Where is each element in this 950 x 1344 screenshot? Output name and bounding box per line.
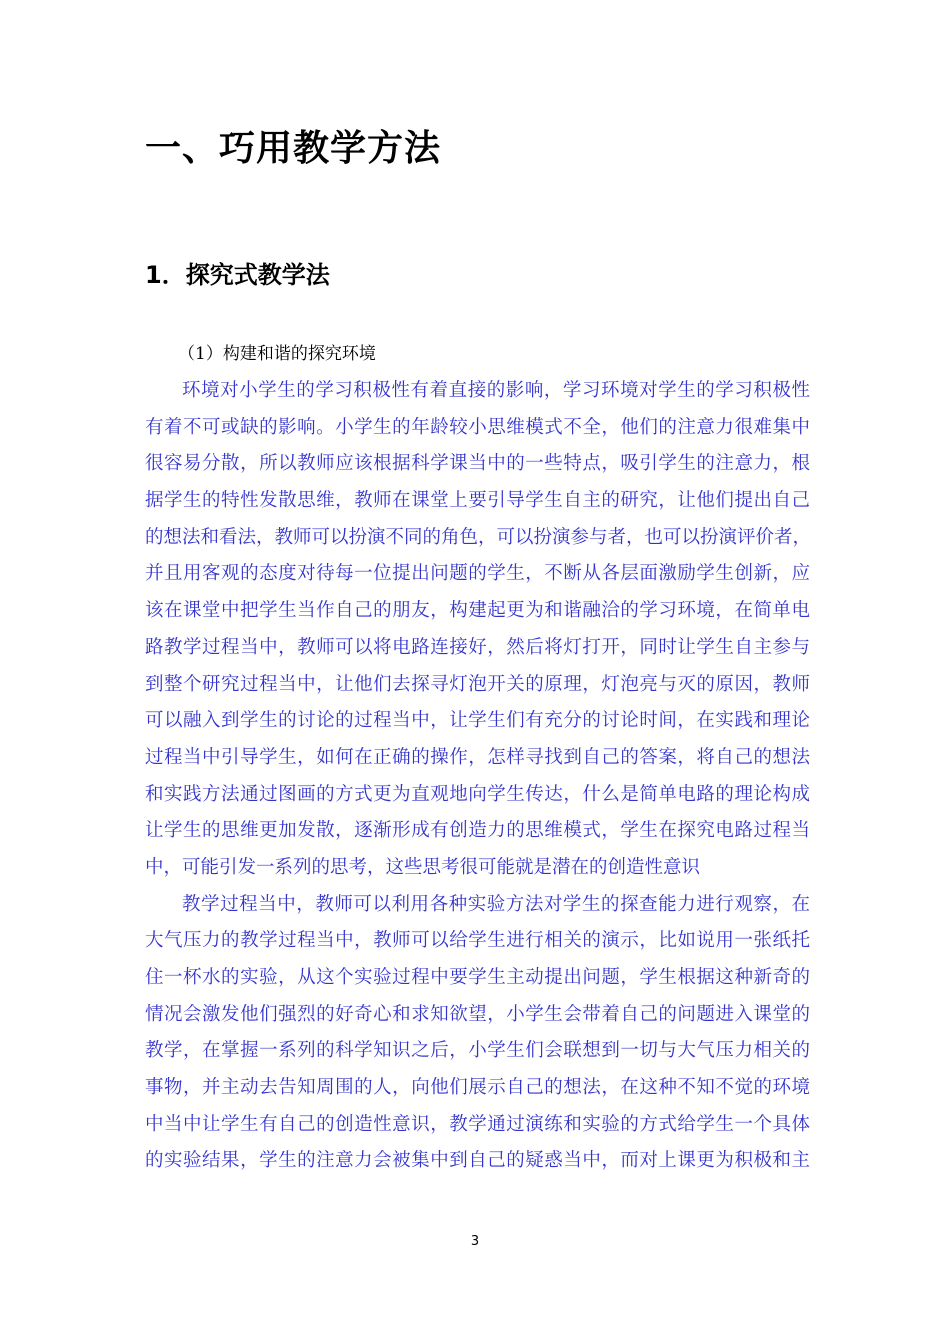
paragraph-line: 该在课堂中把学生当作自己的朋友，构建起更为和谐融洽的学习环境，在简单电 bbox=[145, 600, 810, 622]
paragraph-2 bbox=[145, 887, 810, 1181]
paragraph-line: 教学，在掌握一系列的科学知识之后，小学生们会联想到一切与大气压力相关的 bbox=[145, 1040, 810, 1062]
subsubsection-heading: （1）构建和谐的探究环境 bbox=[178, 344, 376, 364]
paragraph-line: 可以融入到学生的讨论的过程当中，让学生们有充分的讨论时间，在实践和理论 bbox=[145, 710, 810, 732]
body-text bbox=[145, 373, 810, 1180]
paragraph-line: 到整个研究过程当中，让他们去探寻灯泡开关的原理，灯泡亮与灭的原因，教师 bbox=[145, 673, 810, 695]
paragraph-line: 和实践方法通过图画的方式更为直观地向学生传达，什么是简单电路的理论构成 bbox=[145, 783, 810, 805]
paragraph-line: 环境对小学生的学习积极性有着直接的影响，学习环境对学生的学习积极性 bbox=[182, 380, 810, 401]
paragraph-line: 路教学过程当中，教师可以将电路连接好，然后将灯打开，同时让学生自主参与 bbox=[145, 636, 810, 658]
paragraph-line: 教学过程当中，教师可以利用各种实验方法对学生的探查能力进行观察，在 bbox=[182, 893, 810, 915]
paragraph-line: 据学生的特性发散思维，教师在课堂上要引导学生自主的研究，让他们提出自己 bbox=[145, 490, 810, 512]
paragraph-line: 住一杯水的实验，从这个实验过程中要学生主动提出问题，学生根据这种新奇的 bbox=[145, 967, 810, 988]
paragraph-line: 中当中让学生有自己的创造性意识，教学通过演练和实验的方式给学生一个具体 bbox=[145, 1113, 810, 1135]
subsection-heading: 1．探究式教学法 bbox=[145, 261, 330, 289]
paragraph-line: 的实验结果，学生的注意力会被集中到自己的疑惑当中，而对上课更为积极和主 bbox=[145, 1150, 810, 1172]
paragraph-line: 有着不可或缺的影响。小学生的年龄较小思维模式不全，他们的注意力很难集中 bbox=[145, 416, 810, 438]
paragraph-line: 情况会激发他们强烈的好奇心和求知欲望，小学生会带着自己的问题进入课堂的 bbox=[145, 1003, 810, 1025]
paragraph-line: 让学生的思维更加发散，逐渐形成有创造力的思维模式，学生在探究电路过程当 bbox=[145, 820, 810, 842]
section-heading: 一、巧用教学方法 bbox=[145, 128, 442, 169]
paragraph-line: 大气压力的教学过程当中，教师可以给学生进行相关的演示，比如说用一张纸托 bbox=[145, 930, 810, 952]
paragraph-line: 中，可能引发一系列的思考，这些思考很可能就是潜在的创造性意识 bbox=[145, 856, 701, 878]
paragraph-line: 很容易分散，所以教师应该根据科学课当中的一些特点，吸引学生的注意力，根 bbox=[145, 453, 810, 475]
page-number: 3 bbox=[470, 1234, 480, 1249]
paragraph-line: 并且用客观的态度对待每一位提出问题的学生，不断从各层面激励学生创新，应 bbox=[145, 563, 810, 585]
paragraph-1 bbox=[145, 373, 810, 887]
paragraph-line: 过程当中引导学生，如何在正确的操作，怎样寻找到自己的答案，将自己的想法 bbox=[145, 746, 810, 768]
paragraph-line: 事物，并主动去告知周围的人，向他们展示自己的想法，在这种不知不觉的环境 bbox=[145, 1077, 810, 1099]
paragraph-line: 的想法和看法，教师可以扮演不同的角色，可以扮演参与者，也可以扮演评价者， bbox=[145, 526, 812, 548]
